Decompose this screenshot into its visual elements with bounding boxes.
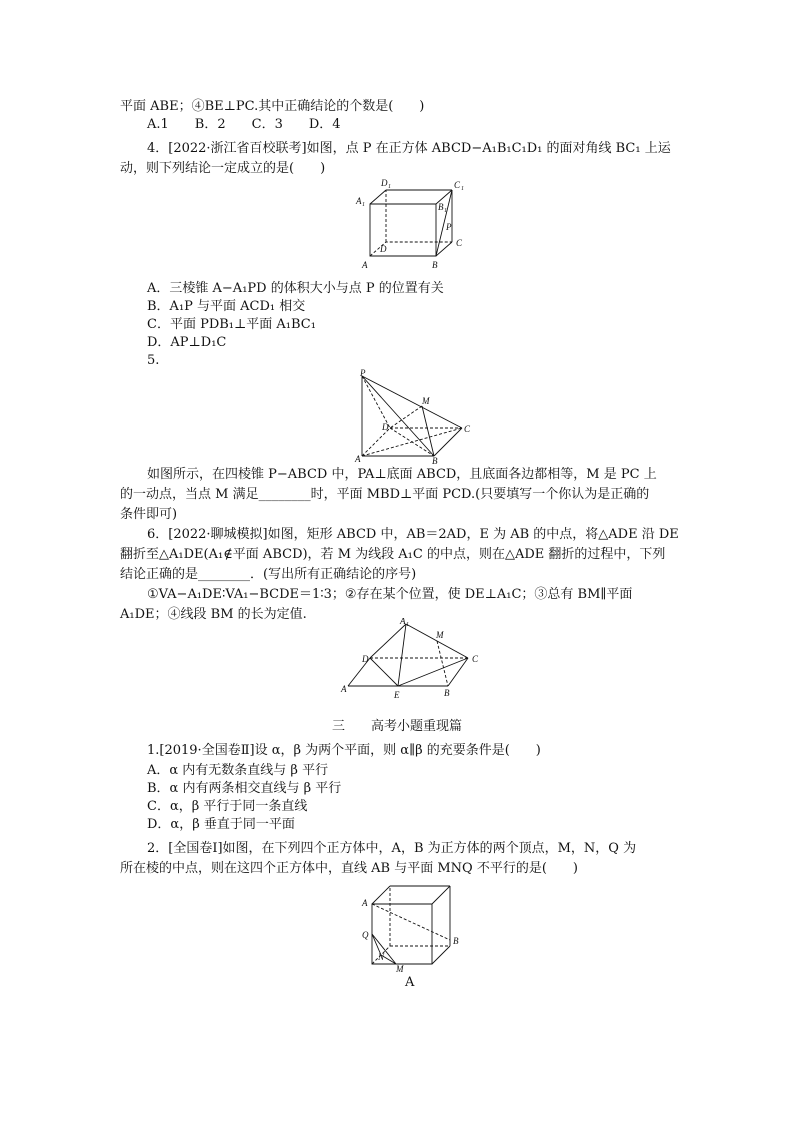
answer-options: A.1 B．2 C．3 D．4 — [147, 117, 341, 132]
option-D: D．AP⊥D₁C — [147, 335, 227, 350]
text-line: 平面 ABE；④BE⊥PC.其中正确结论的个数是( ) — [120, 99, 425, 114]
option-B: B．A₁P 与平面 ACD₁ 相交 — [147, 299, 306, 314]
label-B: B — [453, 936, 459, 946]
section-q2-stem-cont: 所在棱的中点，则在这四个正方体中，直线 AB 与平面 MNQ 不平行的是( ) — [120, 861, 578, 876]
label-A1: A — [400, 618, 406, 626]
label-C: C — [464, 424, 471, 434]
label-sub: 1 — [406, 622, 409, 628]
label-sub: 1 — [461, 186, 464, 192]
question-5-stem-cont: 的一动点，当点 M 满足________时，平面 MBD⊥平面 PCD.(只要填写一个你认为是正确的 — [120, 487, 650, 502]
fold-figure — [338, 618, 498, 702]
label-Q: Q — [362, 930, 369, 940]
section-q1-option-B: B．α 内有两条相交直线与 β 平行 — [147, 781, 342, 796]
label-A: A — [362, 260, 368, 270]
label-B1: B — [438, 202, 444, 212]
label-A: A — [355, 454, 361, 464]
label-D: D — [362, 654, 369, 664]
label-sub: 1 — [444, 208, 447, 214]
label-sub: 1 — [388, 184, 391, 190]
question-6-statements-cont: A₁DE；④线段 BM 的长为定值. — [120, 607, 307, 622]
figure-caption: A — [405, 975, 415, 990]
cube-figure — [350, 176, 480, 276]
section-q1-option-D: D．α，β 垂直于同一平面 — [147, 817, 295, 832]
label-M: M — [422, 396, 430, 406]
label-A1: A — [356, 196, 362, 206]
label-B: B — [432, 456, 438, 464]
section-heading: 三 高考小题重现篇 — [331, 719, 462, 734]
label-B: B — [444, 688, 450, 698]
label-M: M — [436, 630, 444, 640]
section-q2-stem: 2．[全国卷Ⅰ]如图，在下列四个正方体中，A，B 为正方体的两个顶点，M，N，Q 为 — [147, 841, 637, 856]
question-4-stem: 4．[2022·浙江省百校联考]如图，点 P 在正方体 ABCD−A₁B₁C₁D₁ 的面对角线 BC₁ 上运 — [147, 141, 671, 156]
label-C: C — [472, 654, 479, 664]
question-5-number: 5. — [147, 353, 160, 368]
label-A: A — [362, 898, 368, 908]
question-6-stem-cont2: 结论正确的是________．(写出所有正确结论的序号) — [120, 567, 417, 582]
section-q1-stem: 1.[2019·全国卷Ⅱ]设 α，β 为两个平面，则 α∥β 的充要条件是( ) — [147, 743, 541, 758]
label-C: C — [456, 238, 463, 248]
section-q1-option-A: A．α 内有无数条直线与 β 平行 — [147, 763, 329, 778]
label-A: A — [341, 684, 347, 694]
option-A: A．三棱锥 A−A₁PD 的体积大小与点 P 的位置有关 — [147, 281, 444, 296]
question-6-statements: ①VA−A₁DE∶VA₁−BCDE＝1∶3；②存在某个位置，使 DE⊥A₁C；③总有 BM∥平面 — [147, 587, 633, 602]
label-B: B — [432, 260, 438, 270]
question-6-stem: 6．[2022·聊城模拟]如图，矩形 ABCD 中，AB＝2AD，E 为 AB 的中点，将△ADE 沿 DE — [147, 527, 679, 542]
label-C1: C — [454, 180, 461, 190]
label-E: E — [394, 690, 400, 700]
label-N: N — [378, 952, 385, 962]
question-5-stem-end: 条件即可) — [120, 507, 178, 522]
question-6-stem-cont: 翻折至△A₁DE(A₁∉平面 ABCD)，若 M 为线段 A₁C 的中点，则在△ADE 翻折的过程中，下列 — [120, 547, 666, 562]
small-cube-figure — [356, 880, 466, 974]
label-P: P — [446, 222, 452, 232]
label-P: P — [360, 368, 366, 378]
question-4-stem-cont: 动，则下列结论一定成立的是( ) — [120, 161, 326, 176]
label-D: D — [380, 244, 387, 254]
question-5-stem: 如图所示，在四棱锥 P−ABCD 中，PA⊥底面 ABCD，且底面各边都相等，M 是 PC 上 — [147, 467, 657, 482]
section-q1-option-C: C．α，β 平行于同一条直线 — [147, 799, 308, 814]
label-D: D — [382, 422, 389, 432]
label-sub: 1 — [362, 202, 365, 208]
option-C: C．平面 PDB₁⊥平面 A₁BC₁ — [147, 317, 316, 332]
label-M: M — [396, 964, 404, 974]
label-D1: D — [381, 178, 388, 188]
pyramid-figure — [352, 368, 478, 464]
